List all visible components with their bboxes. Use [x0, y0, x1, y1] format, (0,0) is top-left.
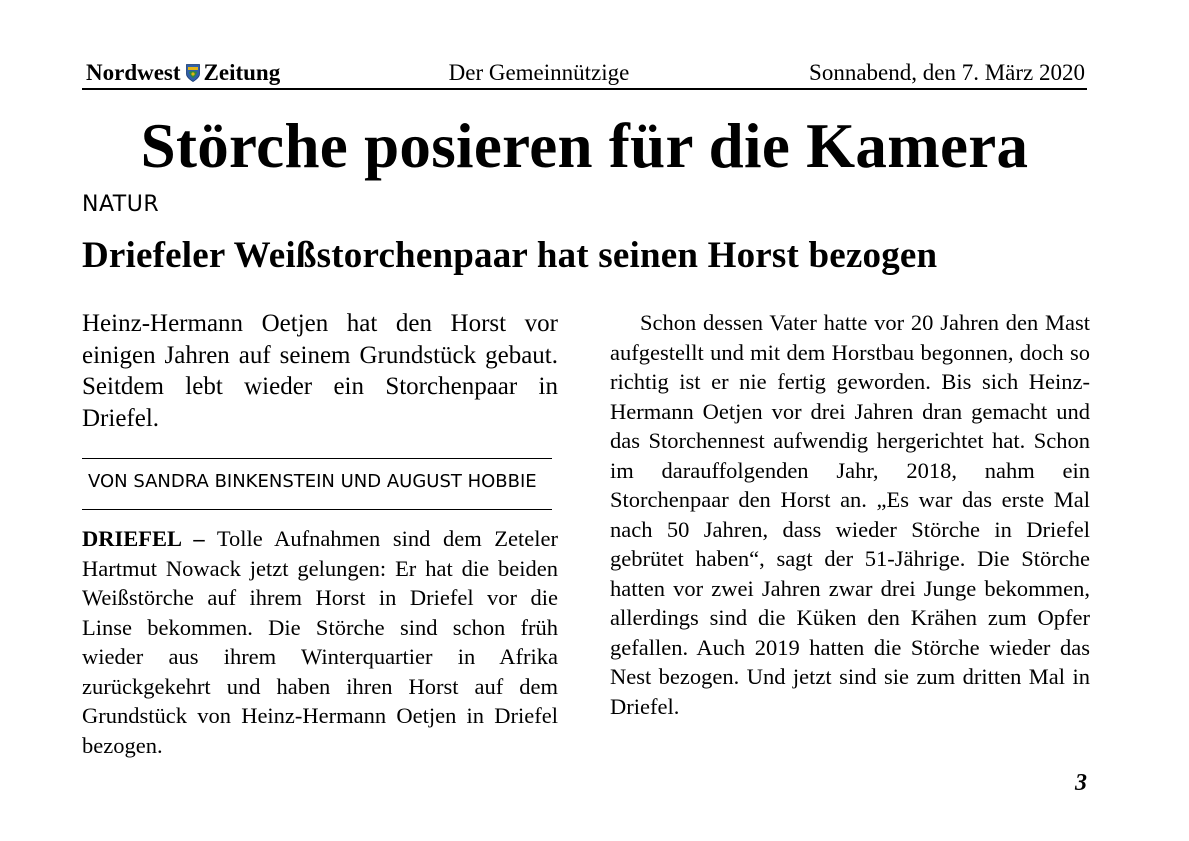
dateline: DRIEFEL – [82, 526, 205, 551]
article-body-right: Schon dessen Vater hatte vor 20 Jahren den Mast aufgestellt und mit dem Horstbau begonnen, doch so richtig ist er nie fertig geworden. Bis sich Heinz-Hermann Oetjen vor drei Jahren dran gemacht und das Storchennest aufwendig hergerichtet hat. Schon im darauffolgenden Jahr, 2018, nahm ein Storchenpaar den Horst an. „Es war das erste Mal nach 50 Jahren, dass wieder Störche in Driefel gebrütet haben“, sagt der 51-Jährige. Die Störche hatten vor zwei Jahren zwar drei Junge bekommen, allerdings sind die Küken den Krähen zum Opfer gefallen. Auch 2019 hatten die Störche wieder das Nest bezogen. Und jetzt sind sie zum dritten Mal in Driefel. [610, 310, 1090, 719]
masthead-logo [86, 60, 280, 86]
article-teaser: Heinz-Hermann Oetjen hat den Horst vor einigen Jahren auf seinem Grundstück gebaut. Seitdem lebt wieder ein Storchenpaar in Driefel. [82, 310, 558, 432]
page-number: 3 [1075, 770, 1087, 796]
article-subheadline: Driefeler Weißstorchenpaar hat seinen Horst bezogen [82, 235, 938, 276]
coat-of-arms-icon [186, 64, 200, 82]
paper-subtitle: Der Gemeinnützige [448, 60, 630, 85]
paper-name-left: Nordwest [86, 60, 181, 85]
article-body-left [82, 524, 558, 760]
body-text-left: Tolle Aufnahmen sind dem Zeteler Hartmut Nowack jetzt gelungen: Er hat die beiden Weißstörche auf ihrem Horst in Driefel vor die Linse bekommen. Die Störche sind schon früh wieder aus ihrem Winterquartier in Afrika zurückgekehrt und haben ihren Horst auf dem Grundstück von Heinz-Hermann Oetjen in Driefel bezogen. [82, 526, 558, 758]
newspaper-header [82, 58, 1087, 90]
article-byline: VON SANDRA BINKENSTEIN UND AUGUST HOBBIE [88, 471, 537, 492]
byline-box [82, 458, 552, 510]
paper-name-right: Zeitung [203, 60, 281, 85]
article-headline: Störche posieren für die Kamera [140, 111, 1029, 181]
article-column-right [610, 308, 1090, 721]
article-column-left [82, 308, 558, 758]
issue-date: Sonnabend, den 7. März 2020 [809, 60, 1085, 85]
section-label: NATUR [82, 192, 160, 217]
